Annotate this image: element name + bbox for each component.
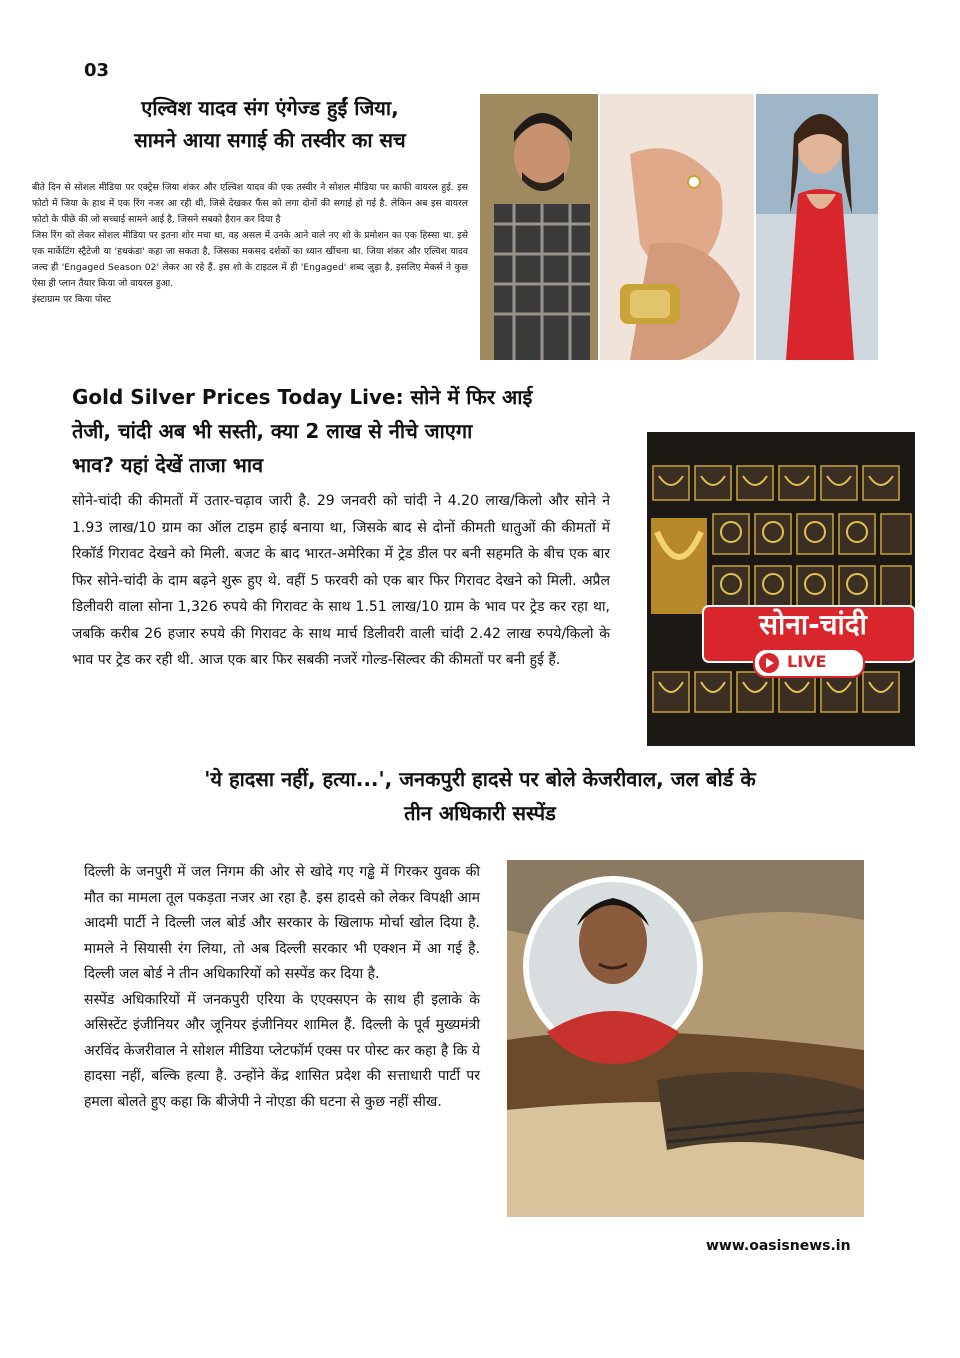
article1-headline-line2: सामने आया सगाई की तस्वीर का सच — [134, 128, 406, 152]
article1-paragraph3: इंस्टाग्राम पर किया पोस्ट — [32, 294, 111, 305]
article2-headline — [72, 380, 632, 482]
article3-paragraph2: सस्पेंड अधिकारियों में जनकपुरी एरिया के एएक्सएन के साथ ही इलाके के असिस्टेंट इंजीनियर और जूनियर इंजीनियर शामिल हैं. दिल्ली के पूर्व मुख्यमंत्री अरविंद केजरीवाल ने सोशल मीडिया प्लेटफॉर्म एक्स पर पोस्ट कर कहा है कि ये हादसा नहीं, बल्कि हत्या है. उन्होंने केंद्र शासित प्रदेश की सत्ताधारी पार्टी पर हमला बोलते हुए कहा कि बीजेपी ने नोएडा की घटना से कुछ नहीं सीख. — [84, 991, 480, 1110]
gold-silver-banner-text: सोना-चांदी — [759, 608, 867, 641]
article1-headline — [70, 92, 470, 156]
article3-headline-line1: 'ये हादसा नहीं, हत्या...', जनकपुरी हादसे पर बोले केजरीवाल, जल बोर्ड के — [204, 767, 756, 791]
page-number: 03 — [84, 60, 110, 81]
live-badge — [753, 648, 865, 678]
article2-headline-line3: भाव? यहां देखें ताजा भाव — [72, 453, 264, 477]
gold-silver-image — [647, 432, 915, 746]
article1-body — [32, 180, 468, 308]
accident-site-photo — [507, 860, 864, 1217]
article1-headline-line1: एल्विश यादव संग एंगेज्ड हुईं जिया, — [141, 96, 399, 120]
article3-paragraph1: दिल्ली के जनपुरी में जल निगम की ओर से खोदे गए गड्ढे में गिरकर युवक की मौत का मामला तूल पकड़ता नजर आ रहा है. इस हादसे को लेकर विपक्षी आम आदमी पार्टी ने दिल्ली जल बोर्ड और सरकार के खिलाफ मोर्चा खोल दिया है. मामले ने सियासी रंग लिया, तो अब दिल्ली सरकार भी एक्शन में आ गई है. दिल्ली जल बोर्ड ने तीन अधिकारियों को सस्पेंड कर दिया है. — [84, 864, 480, 982]
article2-body: सोने-चांदी की कीमतों में उतार-चढ़ाव जारी है. 29 जनवरी को चांदी ने 4.20 लाख/किलो और सोने ने 1.93 लाख/10 ग्राम का ऑल टाइम हाई बनाया था, जिसके बाद से दोनों कीमती धातुओं की कीमतों में रिकॉर्ड गिरावट देखने को मिली. बजट के बाद भारत-अमेरिका में ट्रेड डील पर बनी सहमति के बीच एक बार फिर सोने-चांदी के दाम बढ़ने शुरू हुए थे. वहीं 5 फरवरी को एक बार फिर गिरावट देखने को मिली. अप्रैल डिलीवरी वाला सोना 1,326 रुपये की गिरावट के साथ 1.51 लाख/10 ग्राम के भाव पर ट्रेड कर रहा था, जबकि करीब 26 हजार रुपये की गिरावट के साथ मार्च डिलीवरी वाली चांदी 2.42 लाख रुपये/किलो के भाव पर ट्रेड कर रही थी. आज एक बार फिर सबकी नजरें गोल्ड-सिल्वर की कीमतों पर बनी हुई हैं. — [72, 493, 610, 668]
article3-headline-line2: तीन अधिकारी सस्पेंड — [404, 801, 556, 825]
footer-website: www.oasisnews.in — [706, 1238, 851, 1254]
article3-headline — [60, 762, 900, 830]
article1-photo-collage — [480, 94, 878, 360]
live-badge-text: LIVE — [787, 652, 827, 671]
article2-headline-line2: तेजी, चांदी अब भी सस्ती, क्या 2 लाख से नीचे जाएगा — [72, 419, 473, 443]
article3-body — [84, 860, 480, 1115]
article1-paragraph1: बीते दिन से सोशल मीडिया पर एक्ट्रेस जिया शंकर और एल्विश यादव की एक तस्वीर ने सोशल मीडिया पर काफी वायरल हुई. इस फोटो में जिया के हाथ में एक रिंग नजर आ रही थी, जिसे देखकर फैंस को लगा दोनों की सगाई हो गई है. लेकिन अब इस वायरल फोटो के पीछे की जो सच्चाई सामने आई है, जिसने सबको हैरान कर दिया है — [32, 182, 468, 225]
play-icon — [759, 653, 779, 673]
article1-paragraph2: जिस रिंग को लेकर सोशल मीडिया पर इतना शोर मचा था, वह असल में उनके आने वाले नए शो के प्रमोशन का एक हिस्सा था. इसे एक मार्केटिंग स्ट्रैटेजी या 'हथकंडा' कहा जा सकता है, जिसका मकसद दर्शकों का ध्यान खींचना था. जिया शंकर और एल्विश यादव जल्द ही 'Engaged Season 02' लेकर आ रहे हैं. इस शो के टाइटल में ही 'Engaged' शब्द जुड़ा है, इसलिए मेकर्स ने कुछ ऐसा ही प्लान तैयार किया जो वायरल हुआ. — [32, 230, 468, 289]
article2-headline-line1: Gold Silver Prices Today Live: सोने में फिर आई — [72, 385, 533, 409]
